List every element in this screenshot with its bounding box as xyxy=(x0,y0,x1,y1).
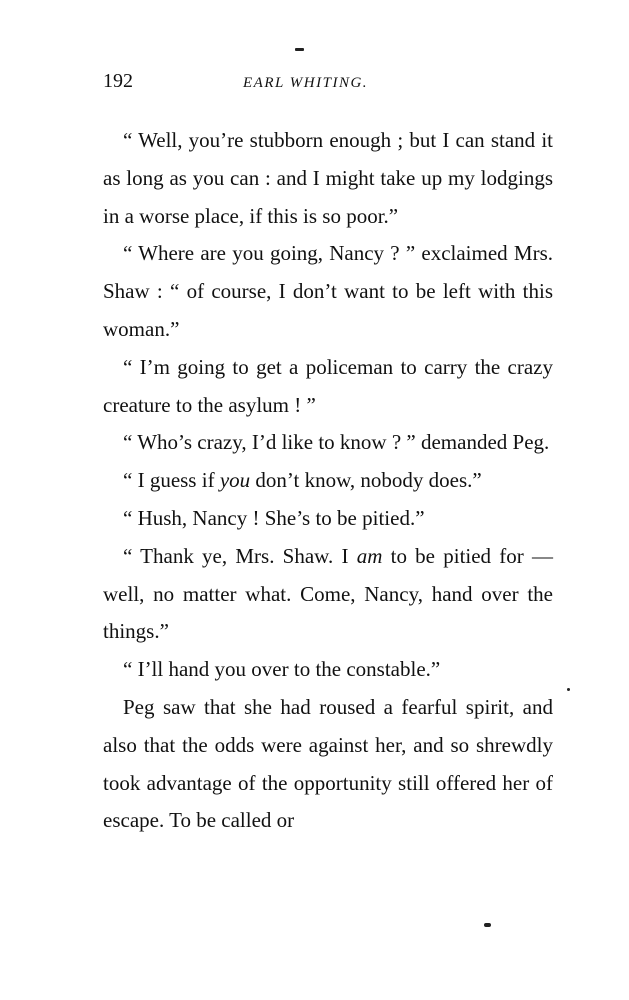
paragraph: Peg saw that she had roused a fearful spirit, and also that the odds were against her, and so shrewdly took advantage of the opportunity still offered her of escape. To be called or xyxy=(103,694,553,833)
emphasis: am xyxy=(356,543,383,568)
emphasis: you xyxy=(219,468,251,493)
print-mark-right xyxy=(567,688,570,691)
paragraph: “ Well, you’re stubborn enough ; but I can stand it as long as you can : and I might take up my lodgings in a worse place, if this is so poor.” xyxy=(103,128,553,228)
print-mark-top xyxy=(295,48,304,51)
paragraph: “ Where are you going, Nancy ? ” exclaimed Mrs. Shaw : “ of course, I don’t want to be left with this woman.” xyxy=(103,241,553,341)
print-mark-bottom xyxy=(484,923,491,927)
paragraph: “ Thank ye, Mrs. Shaw. I am to be pitied for — well, no matter what. Come, Nancy, hand over the things.” xyxy=(103,543,554,644)
page-header xyxy=(103,70,553,100)
body-text xyxy=(103,122,553,840)
paragraph: “ I’ll hand you over to the constable.” xyxy=(123,657,441,682)
page-number: 192 xyxy=(103,70,133,92)
running-title: EARL WHITING. xyxy=(243,75,369,91)
paragraph: “ I guess if you don’t know, nobody does.” xyxy=(123,468,482,493)
paragraph: “ Hush, Nancy ! She’s to be pitied.” xyxy=(123,505,425,530)
paragraph: “ Who’s crazy, I’d like to know ? ” demanded Peg. xyxy=(123,430,550,455)
paragraph: “ I’m going to get a policeman to carry the crazy creature to the asylum ! ” xyxy=(103,354,553,417)
